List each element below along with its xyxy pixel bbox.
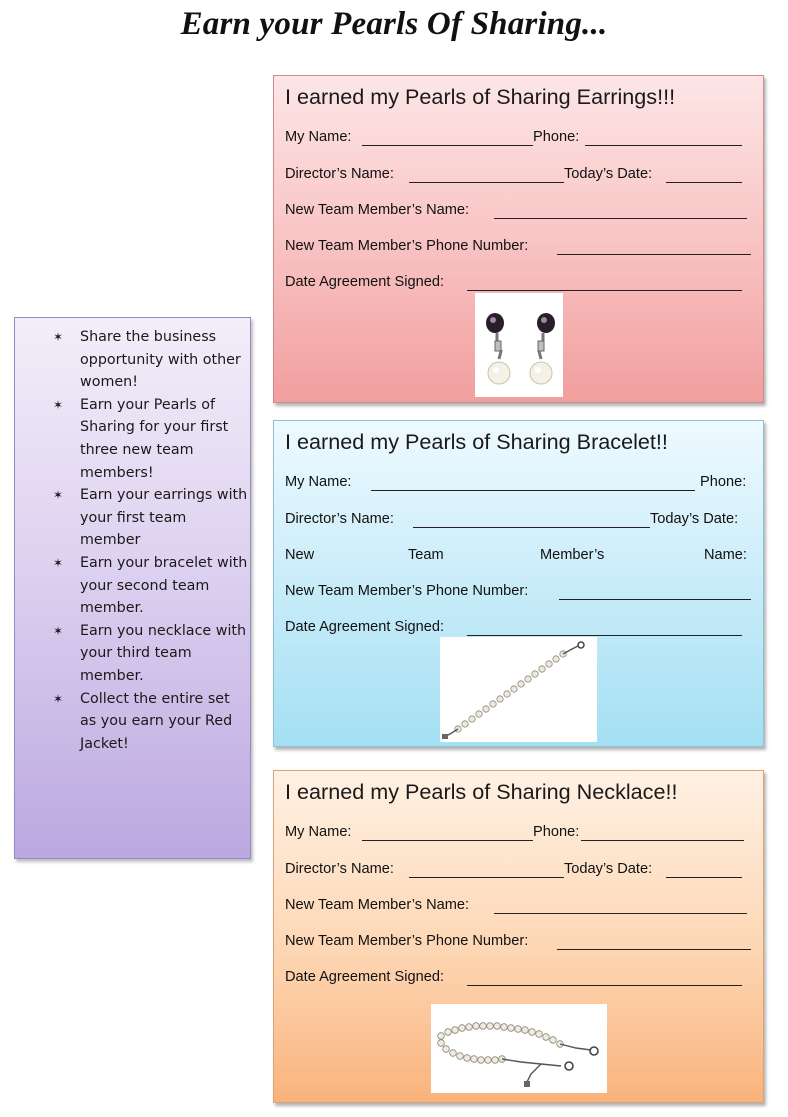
pearl-bracelet-image: [440, 637, 597, 742]
necklace-card-title: I earned my Pearls of Sharing Necklace!!: [285, 779, 678, 804]
my-name-row: [285, 824, 751, 844]
bracelet-card-title: I earned my Pearls of Sharing Bracelet!!: [285, 429, 668, 454]
earrings-card-title: I earned my Pearls of Sharing Earrings!!!: [285, 84, 676, 109]
page-title: Earn your Pearls Of Sharing...: [180, 6, 608, 42]
new-member-phone-row: [285, 583, 751, 603]
bracelet-card: [273, 420, 764, 747]
new-member-word: Name:: [704, 547, 747, 563]
list-item-text: Earn your bracelet with your second team member.: [80, 554, 248, 617]
new-member-name-label: New Team Member’s Name:: [285, 202, 470, 218]
date-signed-field[interactable]: [467, 290, 742, 291]
phone-field[interactable]: [585, 145, 742, 146]
list-item-text: Earn your Pearls of Sharing for your first three new team members!: [80, 396, 229, 481]
new-member-name-field[interactable]: [494, 913, 747, 914]
new-member-name-label: New Team Member’s Name:: [285, 897, 470, 913]
pearl-necklace-image: [431, 1004, 607, 1093]
date-signed-field[interactable]: [467, 635, 742, 636]
pearl-earrings-image: [475, 293, 563, 397]
star-bullet-icon: ✶: [53, 488, 64, 503]
list-item: [53, 688, 248, 756]
new-member-phone-label: New Team Member’s Phone Number:: [285, 933, 529, 949]
phone-field[interactable]: [581, 840, 744, 841]
directors-name-label: Director’s Name:: [285, 511, 394, 527]
list-item: [53, 326, 248, 394]
directors-name-row: [285, 166, 751, 186]
instructions-list: [53, 326, 248, 755]
directors-name-label: Director’s Name:: [285, 861, 394, 877]
new-member-phone-row: [285, 238, 751, 258]
todays-date-field[interactable]: [666, 182, 742, 183]
new-member-name-row: [285, 547, 751, 567]
list-item-text: Share the business opportunity with other women!: [80, 329, 241, 391]
directors-name-field[interactable]: [413, 527, 650, 528]
list-item: [53, 484, 248, 552]
todays-date-label: Today’s Date:: [564, 861, 653, 877]
list-item-text: Earn you necklace with your third team member.: [80, 622, 247, 684]
my-name-row: [285, 129, 751, 149]
date-signed-row: [285, 274, 751, 294]
new-member-phone-label: New Team Member’s Phone Number:: [285, 583, 529, 599]
todays-date-label: Today’s Date:: [564, 166, 653, 182]
instructions-panel: [14, 317, 251, 859]
date-signed-label: Date Agreement Signed:: [285, 274, 445, 290]
new-member-word: New: [285, 547, 315, 563]
new-member-name-row: [285, 202, 751, 222]
list-item-text: Collect the entire set as you earn your Red Jacket!: [80, 690, 233, 752]
star-bullet-icon: ✶: [53, 623, 64, 638]
list-item-text: Earn your earrings with your first team member: [80, 487, 248, 549]
directors-name-field[interactable]: [409, 182, 564, 183]
date-signed-row: [285, 969, 751, 989]
star-bullet-icon: ✶: [53, 397, 64, 412]
my-name-label: My Name:: [285, 129, 352, 145]
new-member-phone-field[interactable]: [557, 254, 751, 255]
date-signed-label: Date Agreement Signed:: [285, 969, 445, 985]
phone-label: Phone:: [700, 474, 747, 490]
date-signed-row: [285, 619, 751, 639]
necklace-card: [273, 770, 764, 1103]
phone-label: Phone:: [533, 129, 580, 145]
star-bullet-icon: ✶: [53, 555, 64, 570]
list-item: [53, 394, 248, 484]
new-member-phone-field[interactable]: [559, 599, 751, 600]
directors-name-row: [285, 861, 751, 881]
list-item: [53, 620, 248, 688]
directors-name-label: Director’s Name:: [285, 166, 394, 182]
new-member-name-field[interactable]: [494, 218, 747, 219]
earrings-card: [273, 75, 764, 403]
my-name-row: [285, 474, 751, 494]
phone-label: Phone:: [533, 824, 580, 840]
my-name-label: My Name:: [285, 474, 352, 490]
star-bullet-icon: ✶: [53, 691, 64, 706]
new-member-word: Team: [408, 547, 444, 563]
directors-name-row: [285, 511, 751, 531]
new-member-name-row: [285, 897, 751, 917]
my-name-field[interactable]: [362, 145, 533, 146]
new-member-phone-label: New Team Member’s Phone Number:: [285, 238, 529, 254]
todays-date-label: Today’s Date:: [650, 511, 739, 527]
my-name-label: My Name:: [285, 824, 352, 840]
todays-date-field[interactable]: [666, 877, 742, 878]
star-bullet-icon: ✶: [53, 330, 64, 344]
directors-name-field[interactable]: [409, 877, 564, 878]
my-name-field[interactable]: [371, 490, 695, 491]
my-name-field[interactable]: [362, 840, 533, 841]
new-member-phone-row: [285, 933, 751, 953]
date-signed-label: Date Agreement Signed:: [285, 619, 445, 635]
list-item: [53, 552, 248, 620]
date-signed-field[interactable]: [467, 985, 742, 986]
new-member-word: Member’s: [540, 547, 605, 563]
new-member-phone-field[interactable]: [557, 949, 751, 950]
